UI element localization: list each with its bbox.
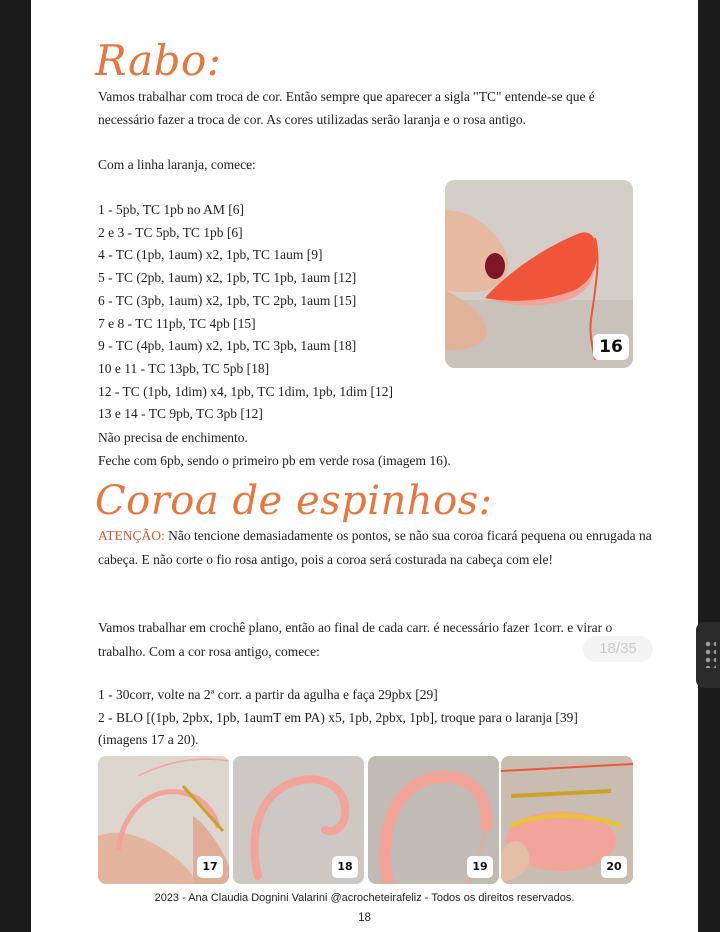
- crown-photo-20: [501, 756, 633, 884]
- rabo-start-instruction: Com a linha laranja, comece:: [98, 157, 256, 172]
- grid-dots-icon[interactable]: [704, 640, 716, 668]
- crown-photo-17: [98, 756, 229, 884]
- step-line: 4 - TC (1pb, 1aum) x2, 1pb, TC 1aum [9]: [98, 247, 323, 263]
- coroa-intro-paragraph: Vamos trabalhar em crochê plano, então ao final de cada carr. é necessário fazer 1corr. e virar o trabalho. Com a cor rosa antigo, comece:: [98, 620, 613, 659]
- section-title-rabo: Rabo:: [95, 36, 222, 85]
- image-number-badge: 17: [197, 856, 223, 878]
- copyright-footer: 2023 - Ana Claudia Dognini Valarini @acrocheteirafeliz - Todos os direitos reservados.: [154, 892, 575, 904]
- page-number: 18: [358, 912, 371, 924]
- coroa-steps-list: [98, 684, 668, 752]
- crown-photo-18: [233, 756, 364, 884]
- attention-label: ATENÇÃO:: [98, 528, 165, 543]
- crown-photo-19: [368, 756, 499, 884]
- page-indicator: 18/35: [583, 636, 653, 662]
- step-line: (imagens 17 a 20).: [98, 732, 199, 747]
- step-line: 6 - TC (3pb, 1aum) x2, 1pb, TC 2pb, 1aum [15]: [98, 292, 357, 308]
- closing-note: Feche com 6pb, sendo o primeiro pb em verde rosa (imagem 16).: [98, 452, 451, 468]
- tail-photo: [445, 180, 633, 368]
- no-stuffing-note: Não precisa de enchimento.: [98, 430, 248, 445]
- document-page: [31, 0, 698, 932]
- section-title-coroa: Coroa de espinhos:: [95, 478, 493, 524]
- step-line: 10 e 11 - TC 13pb, TC 5pb [18]: [98, 360, 270, 376]
- step-line: 2 e 3 - TC 5pb, TC 1pb [6]: [98, 224, 243, 240]
- image-number-badge: 20: [601, 856, 627, 878]
- step-line: 1 - 5pb, TC 1pb no AM [6]: [98, 202, 245, 217]
- step-line: 5 - TC (2pb, 1aum) x2, 1pb, TC 1pb, 1aum [12]: [98, 270, 357, 286]
- image-number-badge: 18: [332, 856, 358, 878]
- step-line: 9 - TC (4pb, 1aum) x2, 1pb, TC 3pb, 1aum [18]: [98, 338, 357, 354]
- attention-paragraph: [98, 524, 658, 572]
- image-number-badge: 19: [467, 856, 493, 878]
- step-line: 13 e 14 - TC 9pb, TC 3pb [12]: [98, 406, 263, 422]
- step-line: 12 - TC (1pb, 1dim) x4, 1pb, TC 1dim, 1pb, 1dim [12]: [98, 383, 393, 399]
- rabo-notes: [98, 427, 638, 472]
- step-line: 7 e 8 - TC 11pb, TC 4pb [15]: [98, 315, 256, 331]
- attention-text: Não tencione demasiadamente os pontos, se não sua coroa ficará pequena ou enrugada na cabeça. E não corte o fio rosa antigo, pois a coroa será costurada na cabeça com ele!: [98, 528, 652, 567]
- rabo-steps-list: [98, 199, 458, 426]
- step-line: 1 - 30corr, volte na 2ª corr. a partir da agulha e faça 29pbx [29]: [98, 687, 438, 702]
- image-number-badge: 16: [593, 334, 629, 360]
- step-line: 2 - BLO [(1pb, 2pbx, 1pb, 1aumT em PA) x5, 1pb, 2pbx, 1pb], troque para o laranja [39]: [98, 709, 578, 725]
- rabo-intro-paragraph: Vamos trabalhar com troca de cor. Então sempre que aparecer a sigla "TC" entende-se que é necessário fazer a troca de cor. As cores utilizadas serão laranja e o rosa antigo.: [98, 89, 595, 127]
